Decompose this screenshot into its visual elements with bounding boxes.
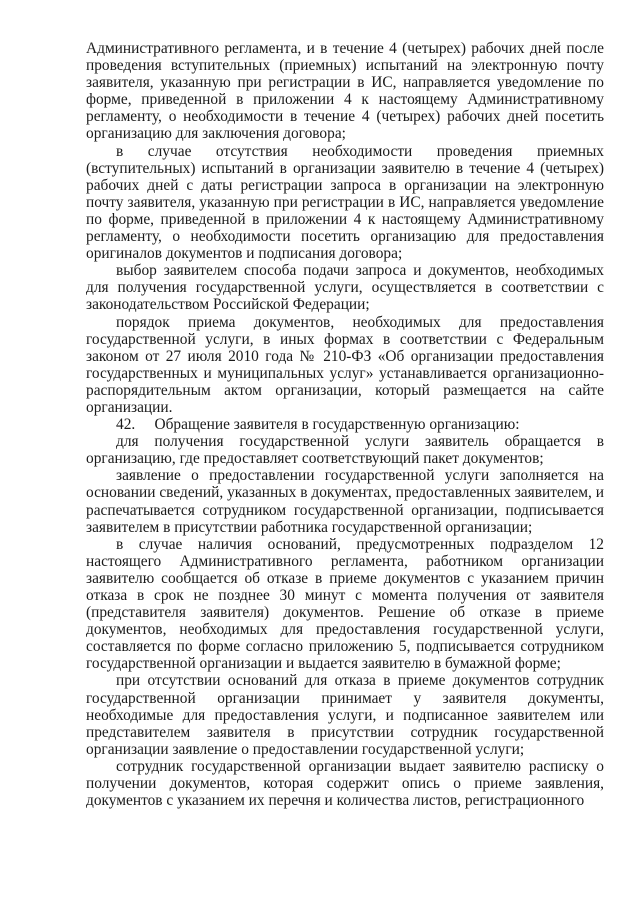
paragraph-refusal-case: в случае наличия оснований, предусмотренных подразделом 12 настоящего Административного регламента, работником организации заявителю сообщается об отказе в приеме документов с указанием причин отказа в срок не позднее 30 минут с момента получения от заявителя (представителя заявителя) документов. Решение об отказе в приеме документов, необходимых для предоставления государственной услуги, составляется по форме согласно приложению 5, подписывается сотрудником государственной организации и выдается заявителю в бумажной форме; — [86, 535, 604, 673]
paragraph-submission-method: выбор заявителем способа подачи запроса и документов, необходимых для получения государственной услуги, осуществляется в соответствии с законодательством Российской Федерации; — [86, 262, 604, 314]
paragraph-no-refusal-case: при отсутствии оснований для отказа в приеме документов сотрудник государственной организации принимает у заявителя документы, необходимые для предоставления услуги, и подписанное заявителем или представителем заявителя в присутствии сотрудник государственной организации заявление о предоставлении государственной услуги; — [86, 672, 604, 758]
paragraph-regulation-notice: Административного регламента, и в течение 4 (четырех) рабочих дней после проведения вступительных (приемных) испытаний на электронную почту заявителя, указанную при регистрации в ИС, направляется уведомление по форме, приведенной в приложении 4 к настоящему Административному регламенту, о необходимости в течение 4 (четырех) рабочих дней посетить организацию для заключения договора; — [86, 40, 604, 143]
paragraph-application-filled: заявление о предоставлении государственной услуги заполняется на основании сведений, указанных в документах, предоставленных заявителем, и распечатывается сотрудником государственной организации, подписывается заявителем в присутствии работника государственной организации; — [86, 467, 604, 536]
paragraph-section-42-heading: 42. Обращение заявителя в государственную организацию: — [116, 416, 520, 434]
paragraph-applicant-applies: для получения государственной услуги заявитель обращается в организацию, где предоставляет соответствующий пакет документов; — [86, 433, 604, 468]
document-body — [86, 40, 604, 809]
paragraph-no-exams-case: в случае отсутствия необходимости проведения приемных (вступительных) испытаний в организации заявителю в течение 4 (четырех) рабочих дней с даты регистрации запроса в организации на электронную почту заявителя, указанную при регистрации в ИС, направляется уведомление по форме, приведенной в приложении 4 к настоящему Административному регламенту, о необходимости посетить организацию для предоставления оригиналов документов и подписания договора; — [86, 142, 604, 263]
paragraph-acceptance-procedure: порядок приема документов, необходимых для предоставления государственной услуги, в иных формах в соответствии с Федеральным законом от 27 июля 2010 года № 210-ФЗ «Об организации предоставления государственных и муниципальных услуг» устанавливается организационно-распорядительным актом организации, который размещается на сайте организации. — [86, 313, 604, 416]
paragraph-receipt-issued: сотрудник государственной организации выдает заявителю расписку о получении документов, которая содержит опись о приеме заявления, документов с указанием их перечня и количества листов, регистрационного — [86, 757, 604, 810]
